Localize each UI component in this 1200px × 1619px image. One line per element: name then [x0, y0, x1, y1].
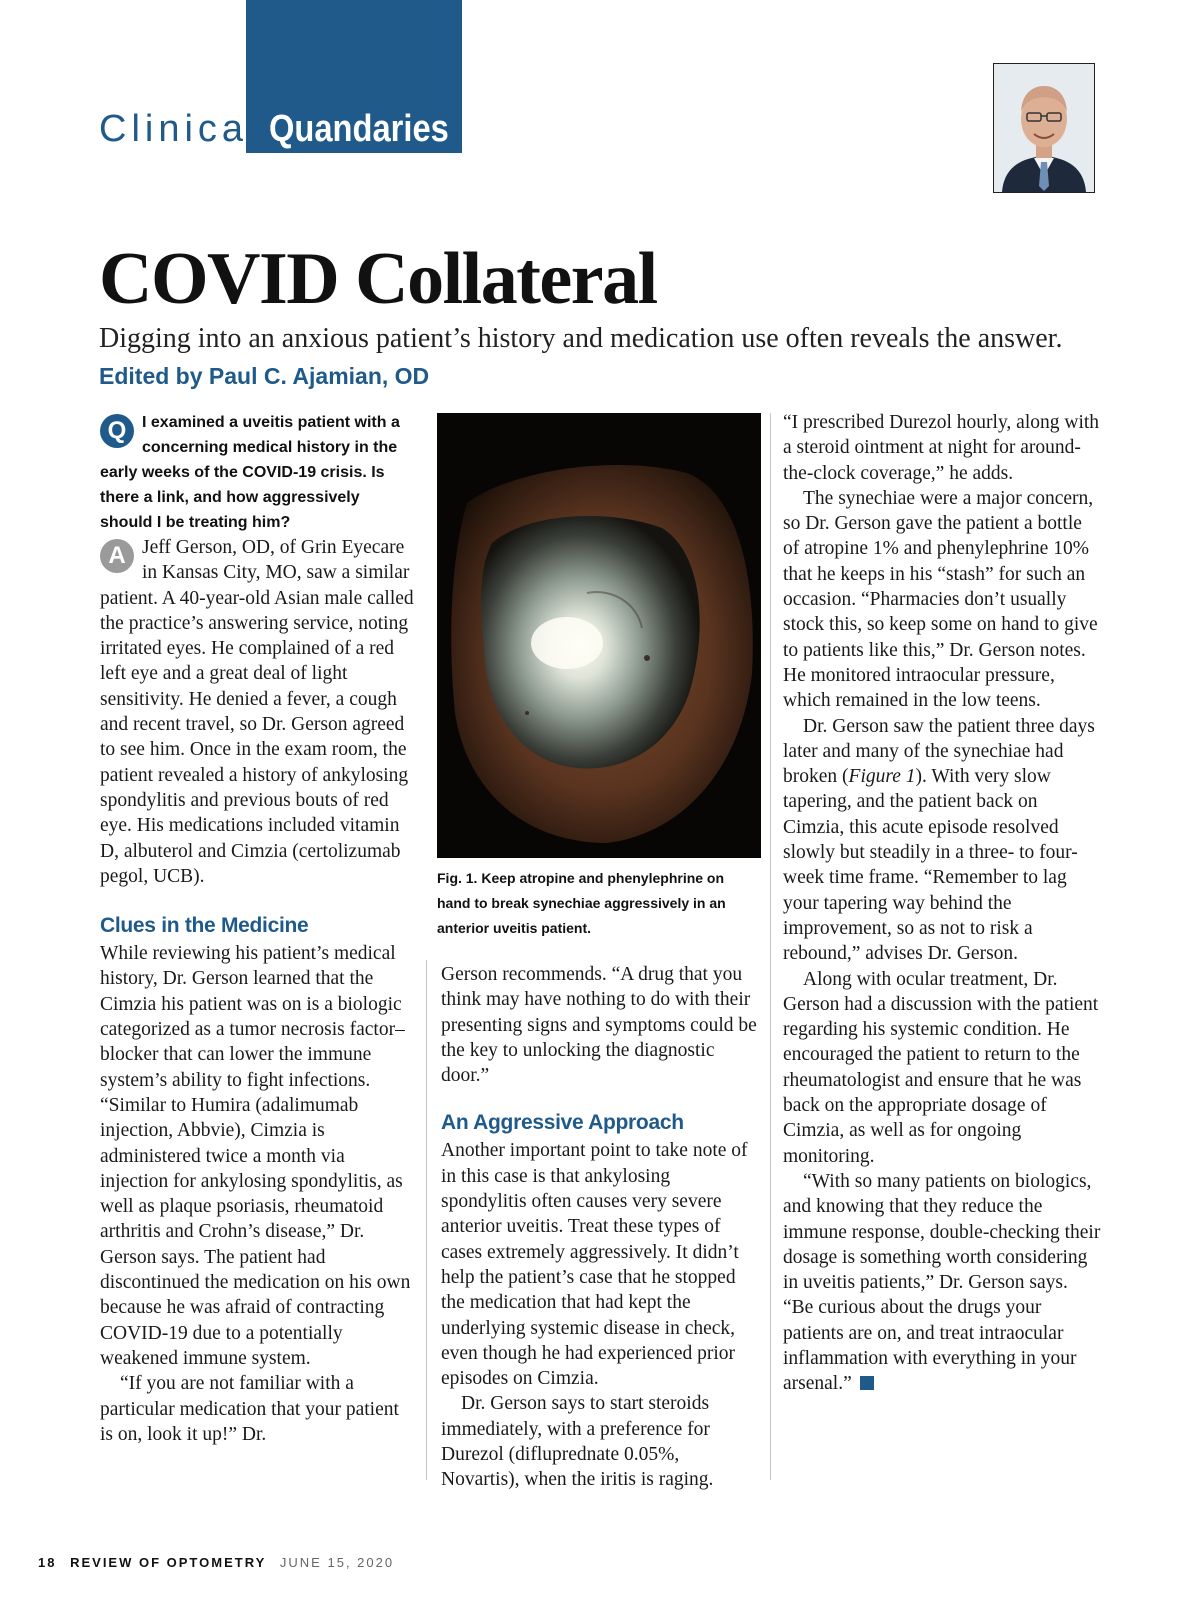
- paragraph: While reviewing his patient’s medical history, Dr. Gerson learned that the Cimzia his patient was on is a biologic categorized as a tumor necrosis factor–blocker that can lower the immune system’s ability to fight infections. “Similar to Humira (adalimumab injection, Abbvie), Cimzia is administered twice a month via injection for ankylosing spondylitis, as well as plaque psoriasis, rheumatoid arthritis and Crohn’s disease,” Dr. Gerson says. The patient had discontinued the medication on his own because he was afraid of contracting COVID-19 due to a potentially weakened immune system.: [100, 943, 411, 1369]
- paragraph: Another important point to take note of in this case is that ankylosing spondylitis often causes very severe anterior uveitis. Treat these types of cases extremely aggressively. It didn’t help the patient’s case that he stopped the medication that had kept the underlying systemic disease in check, even though he had experienced prior episodes on Cimzia.: [441, 1140, 748, 1390]
- paragraph: The synechiae were a major concern, so Dr. Gerson gave the patient a bottle of atropine 1% and phenylephrine 10% that he keeps in his “stash” for such an occasion. “Pharmacies don’t usually stock this, so keep some on hand to give to patients like this,” Dr. Gerson notes. He monitored intraocular pressure, which remained in the low teens.: [783, 487, 1098, 712]
- end-mark-icon: [860, 1376, 874, 1390]
- column-3: [783, 410, 1101, 1397]
- text-run: “With so many patients on biologics, and knowing that they reduce the immune response, double-checking their dosage is something worth considering in uveitis patients,” Dr. Gerson says. “Be curious about the drugs your patients are on, and treat intraocular inflammation with everything in your arsenal.”: [783, 1170, 1101, 1395]
- slit-lamp-photo: [437, 413, 761, 858]
- editor-portrait-image: [994, 64, 1094, 192]
- editor-portrait: [993, 63, 1095, 193]
- kicker-light: Clinical: [99, 108, 262, 150]
- article-title: COVID Collateral: [99, 238, 657, 320]
- figure-1-caption: Fig. 1. Keep atropine and phenylephrine on hand to break synechiae aggressively in an anterior uveitis patient.: [437, 870, 726, 936]
- paragraph: “I prescribed Durezol hourly, along with a steroid ointment at night for around-the-clock coverage,” he adds.: [783, 412, 1100, 484]
- kicker-bold: Quandaries: [269, 108, 450, 150]
- page-footer: [38, 1555, 394, 1570]
- deck-text: Digging into an anxious patient’s history and medication use often reveals the answer.: [99, 323, 1063, 354]
- subhead-aggressive: An Aggressive Approach: [441, 1111, 684, 1135]
- paragraph: Along with ocular treatment, Dr. Gerson had a discussion with the patient regarding his systemic condition. He encouraged the patient to return to the rheumatologist and ensure that he was back on the appropriate dosage of Cimzia, as well as for ongoing monitoring.: [783, 968, 1099, 1167]
- answer-block: [100, 535, 416, 889]
- column-1: [100, 410, 416, 1447]
- paragraph: [783, 1169, 1101, 1397]
- column-2: [441, 962, 757, 1493]
- text-run: ). With very slow tapering, and the patient back on Cimzia, this acute episode resolved slowly but steadily in a three- to four-week time frame. “Remember to lag your tapering way behind the improvement, so as not to risk a rebound,” advises Dr. Gerson.: [783, 766, 1078, 965]
- paragraph: Dr. Gerson says to start steroids immediately, with a preference for Durezol (difluprednate 0.05%, Novartis), when the iritis is raging.: [441, 1393, 714, 1491]
- question-text: I examined a uveitis patient with a concerning medical history in the early weeks of the COVID-19 crisis. Is there a link, and how aggressively should I be treating him?: [100, 414, 400, 531]
- paragraph: [783, 714, 1101, 967]
- article-deck: [99, 320, 1099, 395]
- paragraph: “If you are not familiar with a particular medication that your patient is on, look it up!” Dr.: [100, 1373, 399, 1445]
- byline: Edited by Paul C. Ajamian, OD: [99, 363, 430, 389]
- question-badge: Q: [100, 414, 134, 448]
- question-block: [100, 410, 416, 535]
- page-number: 18: [38, 1555, 57, 1570]
- column-rule-1: [426, 960, 427, 1480]
- answer-text: Jeff Gerson, OD, of Grin Eyecare in Kansas City, MO, saw a similar patient. A 40-year-old Asian male called the practice’s answering service, noting irritated eyes. He complained of a red left eye and a great deal of light sensitivity. He denied a fever, a cough and recent travel, so Dr. Gerson agreed to see him. Once in the exam room, the patient revealed a history of ankylosing spondylitis and previous bouts of red eye. His medications included vitamin D, albuterol and Cimzia (certolizumab pegol, UCB).: [100, 537, 414, 887]
- paragraph: Gerson recommends. “A drug that you think may have nothing to do with their presenting signs and symptoms could be the key to unlocking the diagnostic door.”: [441, 964, 757, 1087]
- column-rule-2: [770, 413, 771, 1480]
- text-run: Dr. Gerson saw the patient three days later and many of the synechiae had broken (: [783, 715, 1095, 788]
- answer-badge: A: [100, 539, 134, 573]
- issue-date: JUNE 15, 2020: [279, 1555, 395, 1570]
- subhead-clues: Clues in the Medicine: [100, 914, 309, 938]
- figure-reference: Figure 1: [848, 766, 916, 788]
- department-kicker: [99, 104, 479, 154]
- figure-1-image: [437, 413, 761, 858]
- magazine-name: REVIEW OF OPTOMETRY: [70, 1555, 267, 1570]
